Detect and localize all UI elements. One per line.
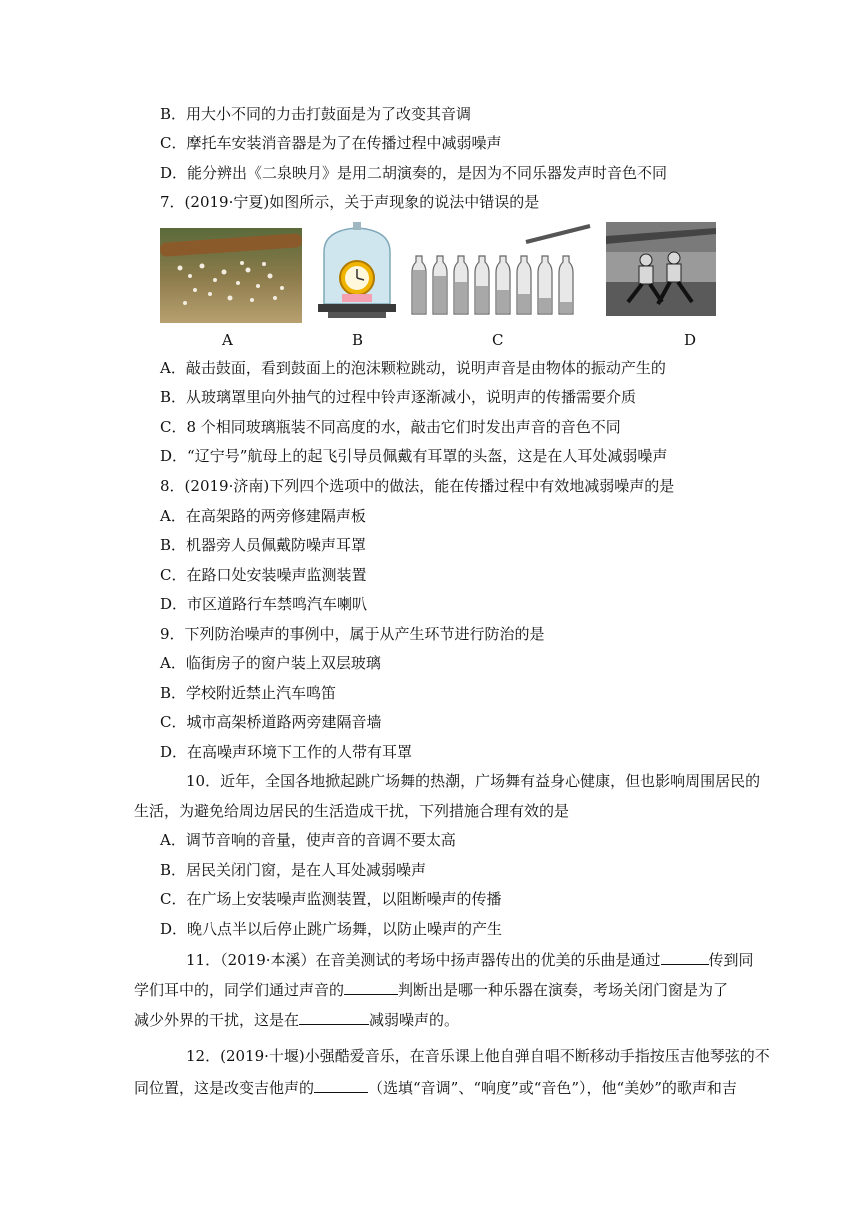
q10-option-c: C．在广场上安装噪声监测装置，以阻断噪声的传播	[160, 890, 502, 908]
q8-option-b: B．机器旁人员佩戴防噪声耳罩	[160, 536, 367, 554]
q9-option-a: A．临街房子的窗户装上双层玻璃	[160, 654, 381, 672]
figure-caption-d: D	[684, 331, 697, 349]
q7-option-c: C．8 个相同玻璃瓶装不同高度的水，敲击它们时发出声音的音色不同	[160, 418, 621, 436]
q11-text-1: 11．（2019·本溪）在音美测试的考场中扬声器传出的优美的乐曲是通过	[186, 951, 661, 969]
figure-caption-a: A	[222, 331, 233, 349]
figure-d-deck-crew	[606, 222, 716, 316]
q12-text-3: （选填“音调”、“响度”或“音色”），他“美妙”的歌声和吉	[368, 1079, 737, 1097]
q12-line2	[134, 1076, 737, 1098]
q11-line1	[186, 948, 754, 970]
q10-option-d: D．晚八点半以后停止跳广场舞，以防止噪声的产生	[160, 920, 503, 938]
q11-blank-1[interactable]	[661, 948, 709, 965]
q9-stem: 9．下列防治噪声的事例中，属于从产生环节进行防治的是	[160, 625, 545, 643]
q11-line3	[134, 1008, 459, 1030]
figure-caption-c: C	[492, 331, 504, 349]
q9-option-b: B．学校附近禁止汽车鸣笛	[160, 684, 337, 702]
q12-blank-1[interactable]	[314, 1076, 368, 1093]
figure-b-bell-jar	[314, 222, 400, 322]
q7-option-b: B．从玻璃罩里向外抽气的过程中铃声逐渐减小，说明声的传播需要介质	[160, 388, 637, 406]
q11-text-4: 判断出是哪一种乐器在演奏，考场关闭门窗是为了	[398, 981, 729, 999]
q12-text-2: 同位置，这是改变吉他声的	[134, 1079, 315, 1097]
figure-caption-b: B	[352, 331, 364, 349]
q10-stem-line2: 生活，为避免给周边居民的生活造成干扰，下列措施合理有效的是	[134, 802, 570, 820]
figure-c-bottles	[408, 222, 594, 318]
q7-option-a: A．敲击鼓面，看到鼓面上的泡沫颗粒跳动，说明声音是由物体的振动产生的	[160, 359, 666, 377]
q9-option-d: D．在高噪声环境下工作的人带有耳罩	[160, 743, 413, 761]
q7-option-d: D．“辽宁号”航母上的起飞引导员佩戴有耳罩的头盔，这是在人耳处减弱噪声	[160, 447, 668, 465]
q6-option-d: D．能分辨出《二泉映月》是用二胡演奏的，是因为不同乐器发声时音色不同	[160, 164, 668, 182]
figure-a-drum	[160, 228, 302, 323]
q11-blank-2[interactable]	[344, 978, 398, 995]
q9-option-c: C．城市高架桥道路两旁建隔音墙	[160, 713, 382, 731]
q6-option-c: C．摩托车安装消音器是为了在传播过程中减弱噪声	[160, 134, 502, 152]
q12-line1: 12．(2019·十堰)小强酷爱音乐，在音乐课上他自弹自唱不断移动手指按压吉他琴弦的不	[186, 1047, 770, 1065]
q11-text-5: 减少外界的干扰，这是在	[134, 1011, 300, 1029]
q11-blank-3[interactable]	[299, 1008, 369, 1025]
q10-option-b: B．居民关闭门窗，是在人耳处减弱噪声	[160, 861, 427, 879]
q7-stem: 7．(2019·宁夏)如图所示，关于声现象的说法中错误的是	[160, 193, 540, 211]
q8-option-d: D．市区道路行车禁鸣汽车喇叭	[160, 595, 368, 613]
q10-option-a: A．调节音响的音量，使声音的音调不要太高	[160, 831, 456, 849]
q8-stem: 8．(2019·济南)下列四个选项中的做法，能在传播过程中有效地减弱噪声的是	[160, 477, 675, 495]
q10-stem-line1: 10．近年，全国各地掀起跳广场舞的热潮，广场舞有益身心健康，但也影响周围居民的	[186, 772, 761, 790]
q11-text-2: 传到同	[708, 951, 754, 969]
q6-option-b: B．用大小不同的力击打鼓面是为了改变其音调	[160, 105, 472, 123]
q8-option-a: A．在高架路的两旁修建隔声板	[160, 507, 366, 525]
q11-text-6: 减弱噪声的。	[369, 1011, 460, 1029]
q8-option-c: C．在路口处安装噪声监测装置	[160, 566, 367, 584]
q11-text-3: 学们耳中的，同学们通过声音的	[134, 981, 345, 999]
q11-line2	[134, 978, 728, 1000]
